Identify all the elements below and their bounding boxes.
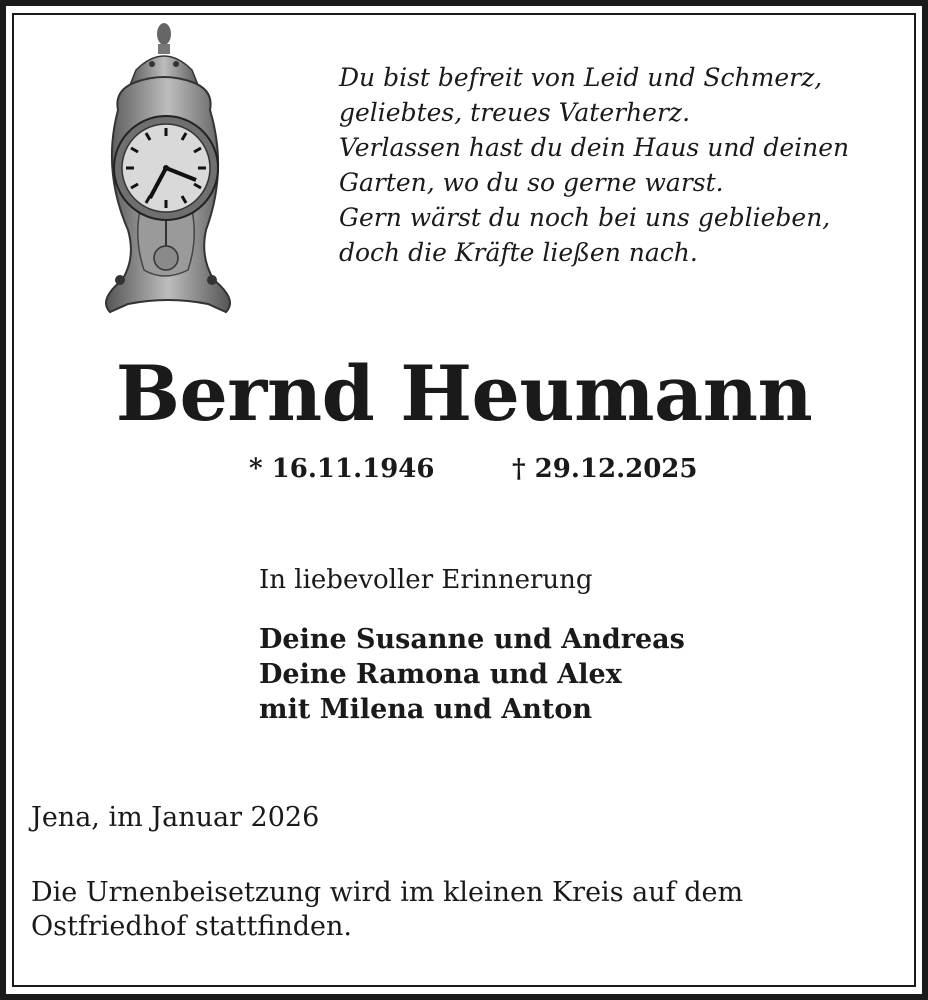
remembrance-intro: In liebevoller Erinnerung [259,565,593,595]
decedent-name: Bernd Heumann [115,349,813,438]
burial-note [31,876,743,944]
burial-note-line: Ostfriedhof stattfinden. [31,911,352,942]
mourner-line: Deine Susanne und Andreas [259,624,685,655]
poem-line: doch die Kräfte ließen nach. [339,238,698,267]
place-date: Jena, im Januar 2026 [31,802,320,833]
mourner-line: mit Milena und Anton [259,694,593,725]
death-date: † 29.12.2025 [512,454,698,484]
mantel-clock-icon [88,20,248,320]
poem-line: Verlassen hast du dein Haus und deinen [339,133,850,162]
burial-note-line: Die Urnenbeisetzung wird im kleinen Kreis auf dem [31,877,744,908]
birth-date: * 16.11.1946 [249,454,435,484]
poem-line: geliebtes, treues Vaterherz. [339,98,691,127]
poem-line: Garten, wo du so gerne warst. [339,168,724,197]
mourner-line: Deine Ramona und Alex [259,659,622,690]
poem-line: Du bist befreit von Leid und Schmerz, [339,63,823,92]
poem-line: Gern wärst du noch bei uns geblieben, [339,203,831,232]
mourners-list [259,622,685,727]
poem [339,60,899,270]
